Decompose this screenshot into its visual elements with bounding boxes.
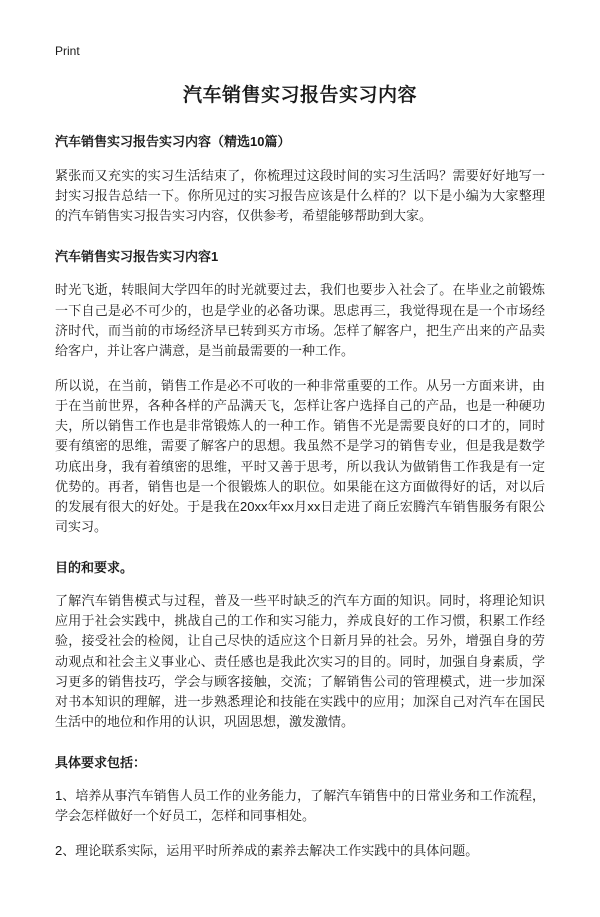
list-item-1: 1、培养从事汽车销售人员工作的业务能力，了解汽车销售中的日常业务和工作流程，学会怎样做好一个好员工，怎样和同事相处。 [55, 788, 545, 824]
section-heading-content-1: 汽车销售实习报告实习内容1 [55, 249, 219, 265]
body-paragraph: 时光飞逝，转眼间大学四年的时光就要过去，我们也要步入社会了。在毕业之前锻炼一下自己是必不可少的，也是学业的必备功课。思虑再三，我觉得现在是一个市场经济时代，而当前的市场经济早已转到买方市场。怎样了解客户，把生产出来的产品卖给客户，并让客户满意，是当前最需要的一种工作。 [55, 282, 545, 358]
page-title: 汽车销售实习报告实习内容 [182, 85, 417, 106]
body-paragraph: 了解汽车销售模式与过程，普及一些平时缺乏的汽车方面的知识。同时，将理论知识应用于社会实践中，挑战自己的工作和实习能力，养成良好的工作习惯，积累工作经验，接受社会的检阅，让自己尽快的适应这个日新月异的社会。另外，增强自身的劳动观点和社会主义事业心、责任感也是我此次实习的目的。同时，加强自身素质，学习更多的销售技巧，学会与顾客接触，交流；了解销售公司的管理模式，进一步加深对书本知识的理解，进一步熟悉理论和技能在实践中的应用；加深自己对汽车在国民生活中的地位和作用的认识，巩固思想，激发激情。 [55, 593, 545, 729]
intro-paragraph: 紧张而又充实的实习生活结束了，你梳理过这段时间的实习生活吗？需要好好地写一封实习报告总结一下。你所见过的实习报告应该是什么样的？以下是小编为大家整理的汽车销售实习报告实习内容，仅供参考，希望能够帮助到大家。 [55, 168, 545, 224]
print-link[interactable]: Print [55, 44, 80, 58]
section-heading-purpose: 目的和要求。 [55, 560, 134, 576]
section-heading-requirements: 具体要求包括： [55, 755, 147, 771]
body-paragraph: 所以说，在当前，销售工作是必不可收的一种非常重要的工作。从另一方面来讲，由于在当前世界，各种各样的产品满天飞，怎样让客户选择自己的产品，也是一种硬功夫，所以销售工作也是非常锻炼人的一种工作。销售不光是需要良好的口才的，同时要有缜密的思维，需要了解客户的思想。我虽然不是学习的销售专业，但是我是数学功底出身，我有着缜密的思维，平时又善于思考，所以我认为做销售工作我是有一定优势的。再者，销售也是一个很锻炼人的职位。如果能在这方面做得好的话，对以后的发展有很大的好处。于是我在20xx年xx月xx日走进了商丘宏腾汽车销售服务有限公司实习。 [55, 377, 545, 534]
list-item-2: 2、理论联系实际，运用平时所养成的素养去解决工作实践中的具体问题。 [55, 843, 479, 859]
document-subtitle: 汽车销售实习报告实习内容（精选10篇） [55, 134, 291, 149]
